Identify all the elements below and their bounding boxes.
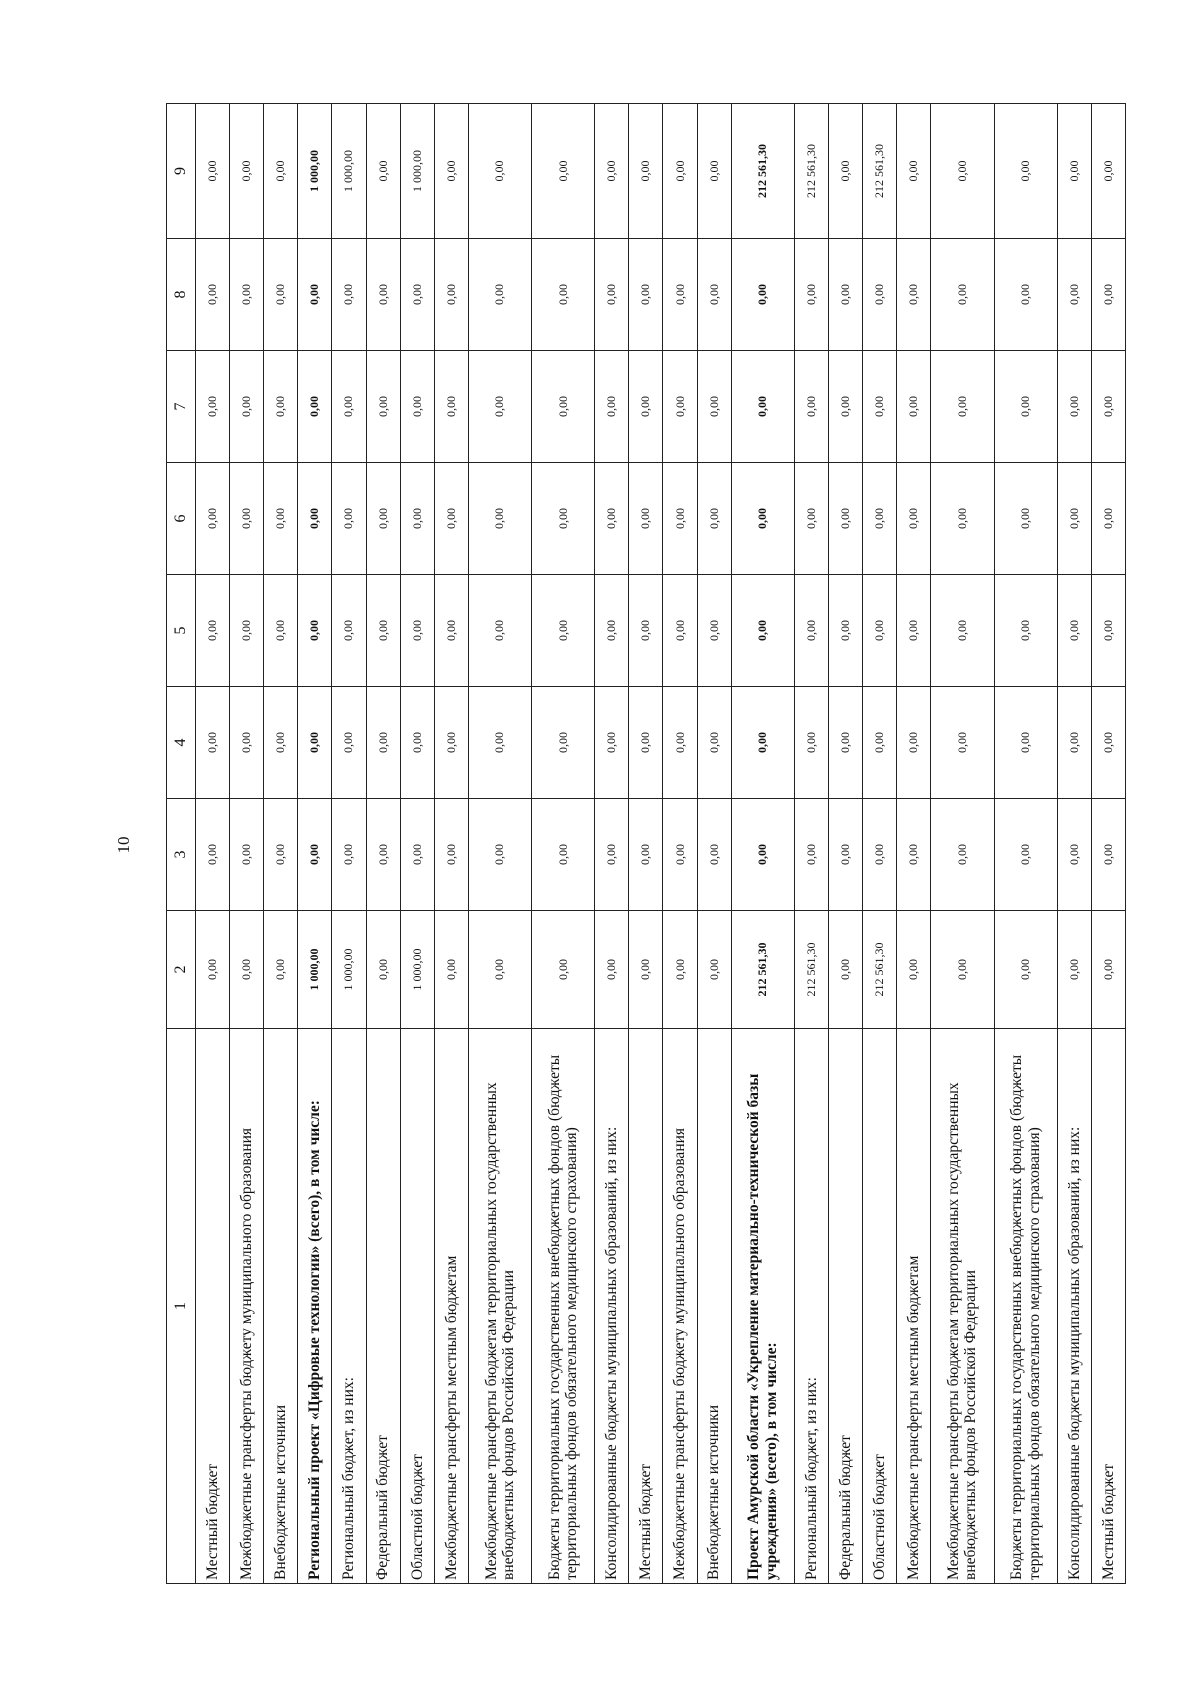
table-cell: 0,00 [931, 799, 994, 911]
table-cell: 0,00 [298, 799, 332, 911]
table-cell: 0,00 [994, 104, 1057, 239]
table-cell: 0,00 [366, 575, 400, 687]
row-label: Региональный проект «Цифровые технологии» (всего), в том числе: [298, 1029, 332, 1584]
budget-table [166, 103, 1126, 1584]
table-cell: 0,00 [230, 575, 264, 687]
table-cell: 0,00 [828, 351, 862, 463]
table-cell: 0,00 [863, 351, 897, 463]
table-cell: 0,00 [196, 799, 230, 911]
table-cell: 0,00 [697, 104, 731, 239]
table-cell: 0,00 [595, 104, 629, 239]
table-row [1091, 104, 1125, 1584]
table-cell: 0,00 [532, 687, 595, 799]
column-header: 2 [167, 911, 196, 1029]
table-cell: 0,00 [994, 351, 1057, 463]
table-cell: 0,00 [1091, 575, 1125, 687]
table-cell: 0,00 [532, 239, 595, 351]
table-cell: 0,00 [196, 575, 230, 687]
row-label: Местный бюджет [629, 1029, 663, 1584]
table-cell: 0,00 [264, 239, 298, 351]
table-cell: 0,00 [230, 799, 264, 911]
table-cell: 0,00 [794, 239, 828, 351]
table-cell: 0,00 [897, 799, 931, 911]
table-cell: 0,00 [400, 351, 434, 463]
table-cell: 1 000,00 [400, 104, 434, 239]
table-cell: 0,00 [994, 799, 1057, 911]
row-label: Межбюджетные трансферты местным бюджетам [897, 1029, 931, 1584]
table-cell: 0,00 [434, 239, 468, 351]
row-label: Межбюджетные трансферты бюджетам территориальных государственных внебюджетных фондов Российской Федерации [931, 1029, 994, 1584]
table-cell: 0,00 [897, 104, 931, 239]
table-cell: 0,00 [931, 239, 994, 351]
table-cell: 0,00 [931, 104, 994, 239]
column-header: 6 [167, 463, 196, 575]
table-cell: 0,00 [595, 799, 629, 911]
table-cell: 0,00 [697, 799, 731, 911]
table-cell: 0,00 [366, 351, 400, 463]
table-cell: 0,00 [828, 575, 862, 687]
table-cell: 0,00 [532, 911, 595, 1029]
table-cell: 0,00 [298, 351, 332, 463]
table-cell: 0,00 [532, 351, 595, 463]
table-cell: 0,00 [264, 104, 298, 239]
column-header: 8 [167, 239, 196, 351]
row-label: Бюджеты территориальных государственных внебюджетных фондов (бюджеты территориальных фондов обязательного медицинского страхования) [532, 1029, 595, 1584]
row-label: Консолидированные бюджеты муниципальных образований, из них: [1057, 1029, 1091, 1584]
row-label: Федеральный бюджет [828, 1029, 862, 1584]
table-cell: 0,00 [434, 575, 468, 687]
table-cell: 0,00 [400, 575, 434, 687]
table-cell: 0,00 [731, 687, 794, 799]
table-cell: 0,00 [663, 463, 697, 575]
table-cell: 0,00 [400, 687, 434, 799]
table-row [298, 104, 332, 1584]
table-cell: 0,00 [1091, 911, 1125, 1029]
table-cell: 212 561,30 [794, 911, 828, 1029]
table-cell: 0,00 [828, 911, 862, 1029]
table-cell: 0,00 [828, 104, 862, 239]
table-cell: 0,00 [629, 239, 663, 351]
table-cell: 0,00 [298, 687, 332, 799]
table-cell: 0,00 [794, 799, 828, 911]
table-cell: 1 000,00 [332, 911, 366, 1029]
table-cell: 0,00 [828, 239, 862, 351]
table-cell: 0,00 [994, 687, 1057, 799]
table-cell: 0,00 [663, 104, 697, 239]
table-cell: 0,00 [663, 799, 697, 911]
column-header: 9 [167, 104, 196, 239]
table-cell: 0,00 [332, 799, 366, 911]
table-cell: 0,00 [863, 463, 897, 575]
table-cell: 1 000,00 [298, 911, 332, 1029]
column-header: 5 [167, 575, 196, 687]
table-cell: 0,00 [532, 799, 595, 911]
table-cell: 0,00 [264, 351, 298, 463]
table-row [366, 104, 400, 1584]
table-body [196, 104, 1126, 1584]
table-row [828, 104, 862, 1584]
table-cell: 0,00 [298, 575, 332, 687]
table-row [863, 104, 897, 1584]
table-cell: 0,00 [332, 239, 366, 351]
table-cell: 0,00 [196, 351, 230, 463]
row-label: Консолидированные бюджеты муниципальных образований, из них: [595, 1029, 629, 1584]
table-cell: 0,00 [663, 239, 697, 351]
table-cell: 0,00 [468, 687, 531, 799]
table-cell: 0,00 [828, 463, 862, 575]
table-cell: 0,00 [863, 687, 897, 799]
table-cell: 0,00 [400, 799, 434, 911]
table-cell: 0,00 [1057, 575, 1091, 687]
table-cell: 0,00 [629, 799, 663, 911]
table-cell: 0,00 [1057, 463, 1091, 575]
table-cell: 0,00 [663, 911, 697, 1029]
row-label: Проект Амурской области «Укрепление материально-технической базы учреждения» (всего), в том числе: [731, 1029, 794, 1584]
table-cell: 0,00 [1057, 911, 1091, 1029]
table-cell: 0,00 [663, 687, 697, 799]
table-row [697, 104, 731, 1584]
table-cell: 0,00 [366, 104, 400, 239]
table-cell: 0,00 [366, 463, 400, 575]
table-cell: 0,00 [468, 463, 531, 575]
table-cell: 0,00 [1091, 104, 1125, 239]
table-row [595, 104, 629, 1584]
table-cell: 0,00 [400, 463, 434, 575]
table-cell: 0,00 [468, 239, 531, 351]
row-label: Межбюджетные трансферты бюджету муниципального образования [663, 1029, 697, 1584]
table-row [230, 104, 264, 1584]
table-cell: 0,00 [230, 239, 264, 351]
table-row [332, 104, 366, 1584]
table-cell: 0,00 [863, 799, 897, 911]
table-cell: 0,00 [697, 911, 731, 1029]
table-cell: 0,00 [366, 911, 400, 1029]
table-cell: 0,00 [1057, 687, 1091, 799]
table-cell: 0,00 [434, 463, 468, 575]
table-cell: 0,00 [663, 575, 697, 687]
table-row [434, 104, 468, 1584]
budget-table-sheet [166, 106, 1126, 1584]
table-cell: 0,00 [697, 351, 731, 463]
table-cell: 0,00 [532, 575, 595, 687]
table-row [468, 104, 531, 1584]
table-cell: 0,00 [731, 799, 794, 911]
table-cell: 212 561,30 [863, 911, 897, 1029]
table-row [794, 104, 828, 1584]
table-cell: 0,00 [595, 239, 629, 351]
table-row [400, 104, 434, 1584]
table-cell: 0,00 [931, 687, 994, 799]
table-cell: 0,00 [1091, 351, 1125, 463]
table-cell: 0,00 [731, 575, 794, 687]
table-cell: 0,00 [1057, 799, 1091, 911]
table-cell: 0,00 [1091, 799, 1125, 911]
table-cell: 0,00 [468, 799, 531, 911]
table-cell: 0,00 [434, 799, 468, 911]
table-row [629, 104, 663, 1584]
table-cell: 0,00 [663, 351, 697, 463]
table-cell: 0,00 [697, 463, 731, 575]
table-cell: 0,00 [897, 687, 931, 799]
table-cell: 0,00 [230, 463, 264, 575]
table-cell: 0,00 [994, 575, 1057, 687]
table-cell: 0,00 [629, 351, 663, 463]
table-cell: 0,00 [230, 104, 264, 239]
table-cell: 0,00 [731, 463, 794, 575]
table-cell: 0,00 [863, 575, 897, 687]
table-header-row [167, 104, 196, 1584]
table-row [196, 104, 230, 1584]
table-cell: 0,00 [794, 687, 828, 799]
table-cell: 0,00 [629, 575, 663, 687]
table-cell: 212 561,30 [731, 911, 794, 1029]
column-header: 3 [167, 799, 196, 911]
table-cell: 0,00 [298, 239, 332, 351]
row-label: Областной бюджет [400, 1029, 434, 1584]
table-cell: 0,00 [264, 911, 298, 1029]
table-cell: 0,00 [230, 351, 264, 463]
table-cell: 0,00 [1091, 463, 1125, 575]
row-label: Областной бюджет [863, 1029, 897, 1584]
table-cell: 0,00 [595, 911, 629, 1029]
table-row [994, 104, 1057, 1584]
table-cell: 0,00 [532, 463, 595, 575]
table-cell: 0,00 [366, 799, 400, 911]
table-cell: 0,00 [264, 575, 298, 687]
table-cell: 0,00 [1057, 351, 1091, 463]
column-header: 7 [167, 351, 196, 463]
rotated-table-wrapper [166, 106, 1126, 1584]
table-cell: 1 000,00 [298, 104, 332, 239]
row-label: Бюджеты территориальных государственных внебюджетных фондов (бюджеты территориальных фондов обязательного медицинского страхования) [994, 1029, 1057, 1584]
table-cell: 0,00 [595, 351, 629, 463]
table-cell: 0,00 [931, 575, 994, 687]
table-cell: 0,00 [434, 911, 468, 1029]
table-cell: 0,00 [230, 911, 264, 1029]
table-row [1057, 104, 1091, 1584]
table-cell: 0,00 [468, 911, 531, 1029]
row-label: Местный бюджет [196, 1029, 230, 1584]
table-cell: 0,00 [629, 911, 663, 1029]
table-cell: 0,00 [468, 104, 531, 239]
row-label: Внебюджетные источники [697, 1029, 731, 1584]
table-cell: 0,00 [994, 911, 1057, 1029]
table-cell: 0,00 [629, 463, 663, 575]
table-cell: 212 561,30 [731, 104, 794, 239]
table-cell: 0,00 [897, 463, 931, 575]
table-cell: 0,00 [828, 687, 862, 799]
table-cell: 0,00 [994, 463, 1057, 575]
table-cell: 0,00 [1091, 239, 1125, 351]
column-header: 4 [167, 687, 196, 799]
table-cell: 0,00 [298, 463, 332, 575]
row-label: Внебюджетные источники [264, 1029, 298, 1584]
table-cell: 0,00 [264, 687, 298, 799]
table-cell: 0,00 [897, 239, 931, 351]
row-label: Межбюджетные трансферты бюджету муниципального образования [230, 1029, 264, 1584]
table-cell: 0,00 [697, 687, 731, 799]
table-cell: 0,00 [1057, 239, 1091, 351]
row-label: Межбюджетные трансферты местным бюджетам [434, 1029, 468, 1584]
table-cell: 0,00 [897, 351, 931, 463]
row-label: Региональный бюджет, из них: [332, 1029, 366, 1584]
table-cell: 0,00 [532, 104, 595, 239]
table-cell: 212 561,30 [794, 104, 828, 239]
row-label: Межбюджетные трансферты бюджетам территориальных государственных внебюджетных фондов Российской Федерации [468, 1029, 531, 1584]
table-cell: 0,00 [1091, 687, 1125, 799]
table-cell: 0,00 [196, 687, 230, 799]
table-cell: 0,00 [794, 351, 828, 463]
table-cell: 0,00 [434, 687, 468, 799]
table-row [897, 104, 931, 1584]
table-cell: 0,00 [731, 239, 794, 351]
table-cell: 0,00 [196, 104, 230, 239]
table-cell: 0,00 [629, 104, 663, 239]
table-cell: 0,00 [468, 351, 531, 463]
table-cell: 0,00 [595, 575, 629, 687]
table-cell: 212 561,30 [863, 104, 897, 239]
table-cell: 0,00 [863, 239, 897, 351]
table-row [532, 104, 595, 1584]
table-cell: 0,00 [595, 687, 629, 799]
table-cell: 0,00 [931, 351, 994, 463]
table-cell: 0,00 [931, 463, 994, 575]
table-cell: 0,00 [196, 911, 230, 1029]
table-cell: 0,00 [897, 575, 931, 687]
table-cell: 0,00 [931, 911, 994, 1029]
table-cell: 0,00 [366, 687, 400, 799]
table-cell: 0,00 [697, 575, 731, 687]
table-cell: 0,00 [400, 239, 434, 351]
table-cell: 0,00 [595, 463, 629, 575]
table-cell: 0,00 [794, 463, 828, 575]
page-number: 10 [114, 836, 133, 854]
table-cell: 0,00 [196, 239, 230, 351]
table-cell: 0,00 [434, 104, 468, 239]
row-label: Местный бюджет [1091, 1029, 1125, 1584]
table-cell: 0,00 [196, 463, 230, 575]
table-cell: 0,00 [366, 239, 400, 351]
table-cell: 0,00 [332, 351, 366, 463]
table-cell: 0,00 [434, 351, 468, 463]
table-cell: 0,00 [828, 799, 862, 911]
table-cell: 0,00 [332, 687, 366, 799]
table-cell: 0,00 [264, 799, 298, 911]
table-cell: 0,00 [731, 351, 794, 463]
table-cell: 0,00 [794, 575, 828, 687]
column-header: 1 [167, 1029, 196, 1584]
table-cell: 0,00 [332, 575, 366, 687]
table-cell: 0,00 [897, 911, 931, 1029]
table-cell: 1 000,00 [332, 104, 366, 239]
table-row [731, 104, 794, 1584]
table-cell: 0,00 [1057, 104, 1091, 239]
table-cell: 0,00 [468, 575, 531, 687]
row-label: Региональный бюджет, из них: [794, 1029, 828, 1584]
table-row [663, 104, 697, 1584]
table-row [264, 104, 298, 1584]
table-cell: 1 000,00 [400, 911, 434, 1029]
table-cell: 0,00 [697, 239, 731, 351]
table-cell: 0,00 [332, 463, 366, 575]
table-cell: 0,00 [264, 463, 298, 575]
table-cell: 0,00 [629, 687, 663, 799]
table-cell: 0,00 [230, 687, 264, 799]
table-cell: 0,00 [994, 239, 1057, 351]
row-label: Федеральный бюджет [366, 1029, 400, 1584]
table-row [931, 104, 994, 1584]
